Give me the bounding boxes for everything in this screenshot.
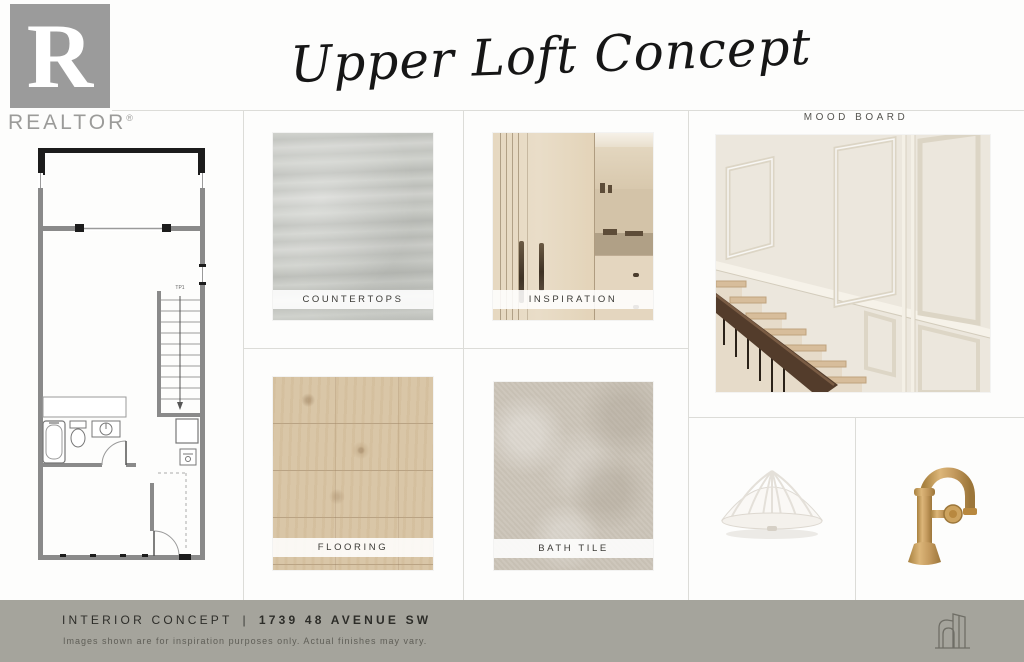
countertops-label: COUNTERTOPS <box>273 290 433 309</box>
footer-project-line <box>62 613 431 627</box>
divider-col-1 <box>243 110 244 602</box>
flooring-label: FLOORING <box>273 538 433 557</box>
footer-bar <box>0 600 1024 662</box>
footer-project-label: INTERIOR CONCEPT <box>62 613 233 627</box>
mood-board-photo <box>716 135 990 392</box>
countertops-swatch <box>273 133 433 320</box>
cabinet-handle <box>539 243 544 291</box>
footer-disclaimer: Images shown are for inspiration purposes only. Actual finishes may vary. <box>63 636 428 646</box>
bath-tile-label: BATH TILE <box>494 539 653 558</box>
divider-top <box>112 110 1024 111</box>
divider-col-3 <box>688 110 689 602</box>
realtor-logo <box>10 4 110 108</box>
divider-fixtures <box>855 417 856 602</box>
light-fixture-photo <box>712 468 832 546</box>
divider-row-middle <box>243 348 689 349</box>
flooring-swatch <box>273 377 433 570</box>
realtor-wordmark <box>8 111 136 135</box>
stair-label: TP1 <box>175 285 185 291</box>
divider-row-right <box>688 417 1024 418</box>
divider-col-2 <box>463 110 464 602</box>
bath-tile-swatch <box>494 382 653 570</box>
floor-plan <box>30 143 212 567</box>
registered-mark: ® <box>126 113 136 123</box>
inspiration-label: INSPIRATION <box>493 290 653 309</box>
inspiration-photo <box>493 133 653 320</box>
faucet-photo <box>893 452 988 570</box>
page-title: Upper Loft Concept <box>289 17 813 95</box>
svg-text:R: R <box>26 5 94 107</box>
realtor-r-icon <box>10 4 110 108</box>
realtor-wordmark-text: REALTOR <box>8 111 127 134</box>
mood-board-heading: MOOD BOARD <box>803 112 909 123</box>
footer-separator: | <box>242 613 249 627</box>
builder-logo-icon <box>930 608 978 654</box>
footer-address: 1739 48 AVENUE SW <box>258 613 432 627</box>
